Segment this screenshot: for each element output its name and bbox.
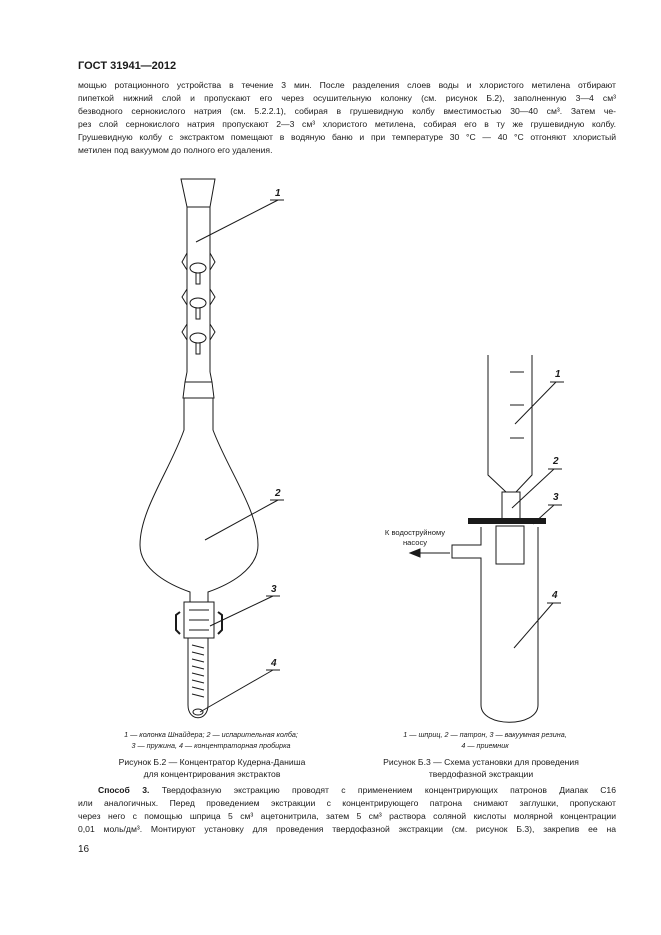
- caption-line: твердофазной экстракции: [428, 769, 534, 779]
- paragraph-line: или аналогичных. Перед проведением экстракции с концентрирующего патрона снимают заглушки, пропускают: [78, 798, 616, 808]
- paragraph-line: безводного сернокислого натрия (см. 5.2.2.1), собирая в грушевидную колбу вместимостью 30—40 см³. Затем че-: [78, 106, 616, 116]
- paragraph-line: через него с помощью шприца 5 см³ ацетонитрила, затем 5 см³ раствора соляной кислоты молярной концентрации: [78, 811, 616, 821]
- caption-line: Рисунок Б.2 — Концентратор Кудерна-Даниша: [118, 757, 306, 767]
- legend-line: 4 — приемник: [461, 741, 509, 750]
- figure-b3-legend: [372, 729, 598, 751]
- paragraph-line: 0,01 моль/дм³. Монтируют установку для проведения твердофазной экстракции (см. рисунок Б.3), закрепив ее на: [78, 824, 616, 834]
- legend-line: 1 — шприц, 2 — патрон, 3 — вакуумная резина,: [403, 730, 567, 739]
- caption-line: для концентрирования экстрактов: [143, 769, 281, 779]
- paragraph-line-text: Твердофазную экстракцию проводят с применением концентрирующих патронов Диапак С16: [149, 785, 616, 795]
- page-number: 16: [78, 844, 90, 855]
- fig-b3-label-4: 4: [552, 590, 558, 601]
- method-lead: Способ 3.: [98, 785, 150, 795]
- paragraph-line: мощью ротационного устройства в течение 3 мин. После разделения слоев воды и хлористого метилена отбирают: [78, 80, 616, 90]
- fig-b2-label-1: 1: [275, 188, 281, 199]
- paragraph-line: пипеткой нижний слой и пропускают его через осушительную колонку (см. рисунок Б.2), заполненную 3—4 см³: [78, 93, 616, 103]
- document-code: ГОСТ 31941—2012: [78, 60, 177, 72]
- paragraph-line: метилен под вакуумом до полного его удаления.: [78, 145, 273, 155]
- paragraph-2: [78, 784, 616, 836]
- paragraph-line: Грушевидную колбу с экстрактом помещают в водяную баню и при температуре 30 °С — 40 °С отгоняют хлористый: [78, 132, 616, 142]
- arrow-caption-line: К водоструйному: [384, 528, 446, 537]
- figure-b3-caption: [362, 756, 600, 780]
- arrow-to-pump: [410, 549, 450, 557]
- vacuum-rubber: [468, 518, 546, 524]
- snyder-column: [181, 179, 215, 382]
- figure-b2-legend: [98, 729, 324, 751]
- arrow-caption: [365, 528, 465, 548]
- figure-b2-leaders: [196, 200, 284, 712]
- spring-and-tube: [176, 602, 222, 718]
- fig-b3-label-3: 3: [553, 492, 559, 503]
- figure-b2-caption: [88, 756, 336, 780]
- caption-line: Рисунок Б.3 — Схема установки для проведения: [383, 757, 579, 767]
- evaporative-flask: [140, 382, 258, 602]
- fig-b3-label-1: 1: [555, 369, 561, 380]
- paragraph-line: рез слой сернокислого натрия пропускают 2—3 см³ хлористого метилена, собирая его в ту же грушевидную колбу.: [78, 119, 616, 129]
- arrow-caption-line: насосу: [402, 538, 428, 547]
- fig-b2-label-2: 2: [275, 488, 281, 499]
- fig-b2-label-4: 4: [271, 658, 277, 669]
- receiver: [452, 526, 538, 722]
- fig-b3-label-2: 2: [553, 456, 559, 467]
- paragraph-line: [78, 784, 616, 797]
- fig-b2-label-3: 3: [271, 584, 277, 595]
- legend-line: 3 — пружина, 4 — концентраторная пробирка: [131, 741, 291, 750]
- legend-line: 1 — колонка Шнайдера; 2 — испарительная колба;: [124, 730, 298, 739]
